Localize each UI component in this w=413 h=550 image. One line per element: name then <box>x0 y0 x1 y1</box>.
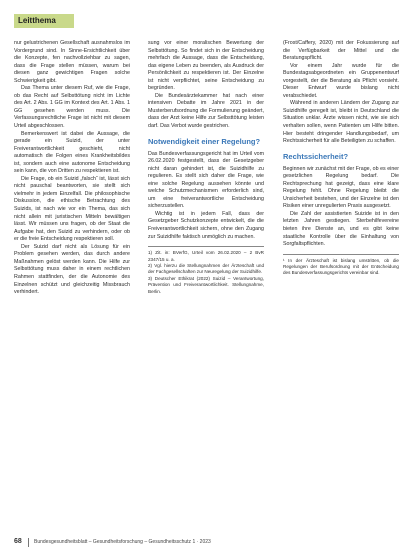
paragraph: Das Bundesverfassungsgericht hat im Urteil vom 26.02.2020 festgestellt, dass der Gesetzgeber nicht daran gehindert ist, die Suizidhilfe zu regulieren. Es stellt sich daher die Frage, wie eine solche Regelung aussehen könnte und welche Schutzmechanismen erforderlich sind, um eine freiverantwortliche Entscheidung sicherzustellen. <box>148 150 264 210</box>
page-footer <box>0 536 413 550</box>
footnotes <box>148 246 264 295</box>
paragraph: Bemerkenswert ist dabei die Aussage, die gerade ein Suizid, der unter Freiverantwortlichkeit geschieht, nicht automatisch die Folgen eines Krankheitsbildes ist, sondern auch eine autonome Entscheidung sein kann, die von Dritten zu respektieren ist. <box>14 130 130 175</box>
section-heading: Rechtssicherheit? <box>283 151 349 161</box>
journal-source: Bundesgesundheitsblatt – Gesundheitsforschung – Gesundheitsschutz 1 · 2023 <box>34 539 211 545</box>
paragraph: Das Thema unter diesem Ruf, wie die Frage, ob das Recht auf Selbsttötung nicht im Lichte des Art. 2 Abs. 1 GG im Kontext des Art. 1 Abs. 1 GG gesehen werden muss. Die Verfassungsrechtliche Frage ist nicht mit diesem Urteil abgeschlossen. <box>14 85 130 130</box>
text-column-1 <box>14 40 130 297</box>
paragraph: Beginnen wir zunächst mit der Frage, ob es einer gesetzlichen Regelung bedarf. Die Rechtsprechung hat gezeigt, dass eine klare Regelung fehlt. Ohne Regelung bleibt die Unsicherheit bestehen, und der Einzelne ist den Risiken einer unregulierten Praxis ausgesetzt. <box>283 165 399 210</box>
footnotes <box>283 254 399 277</box>
paragraph: Die Bundesärztekammer hat nach einer intensiven Debatte im Jahre 2021 in der Musterberufsordnung die Formulierung geändert, dass der Arzt keine Hilfe zur Selbsttötung leisten darf. Das Verbot wurde gestrichen. <box>148 92 264 130</box>
footnote: 1) Zit. in: BVerfG, Urteil vom 26.02.2020 – 2 BvR 2347/15 u. a. <box>148 250 264 262</box>
paragraph: Die Zahl der assistierten Suizide ist in den letzten Jahren gestiegen. Sterbehilfevereine bieten ihre Dienste an, und es gibt keine staatliche Kontrolle über die Einhaltung von Sorgfaltspflichten. <box>283 210 399 248</box>
header-bar <box>0 0 413 36</box>
paragraph: (Frost/Caffery, 2020) mit der Fokussierung auf die Verfügbarkeit der Mittel und die Beratungspflicht. <box>283 40 399 62</box>
paragraph: Der Suizid darf nicht als Lösung für ein Problem gesehen werden, das durch andere Maßnahmen gelöst werden kann. Die Hilfe zur Selbsttötung muss daher in einem rechtlichen Rahmen stattfinden, der die Autonomie des Einzelnen schützt und gleichzeitig Missbrauch verhindert. <box>14 243 130 296</box>
section-heading: Notwendigkeit einer Regelung? <box>148 136 261 146</box>
paragraph: Wichtig ist in jedem Fall, dass der Gesetzgeber Schutzkonzepte entwickelt, die die Freiverantwortlichkeit sichern, ohne den Zugang zur Suizidhilfe faktisch unmöglich zu machen. <box>148 210 264 240</box>
text-column-3 <box>283 40 399 277</box>
footnote: 3) Deutscher Ethikrat (2022) Suizid – Verantwortung, Prävention und Freiverantwortlichkeit. Stellungnahme, Berlin. <box>148 275 264 294</box>
paragraph: Während in anderen Ländern der Zugang zur Suizidhilfe geregelt ist, bleibt in Deutschland die Situation unklar. Ärzte wissen nicht, wie sie sich verhalten sollen, wenn Patienten um Hilfe bitten. Hier besteht dringender Handlungsbedarf, um Rechtssicherheit für alle Beteiligten zu schaffen. <box>283 100 399 145</box>
divider <box>28 538 29 547</box>
paragraph: nur gelustrichenen Gesellschaft ausnahmslos im Vordergrund sind. In Sinne-Ersichtlichkeit über die Konzepte, fen nachvollziehbar zu sagen, dass die Frage stellen müssen, warum bei diesen ganz gewichtigen Fragen solche Schwierigkeit gibt. <box>14 40 130 84</box>
page-number: 68 <box>14 538 22 545</box>
section-tag: Leitthema <box>14 14 74 28</box>
paragraph: Die Frage, ob ein Suizid „falsch“ ist, lässt sich nicht pauschal beantworten, sie stellt sich vielmehr in jedem Einzelfall. Die philosophische Diskussion, die ethische Betrachtung des Suizids, ist nach wie vor ein Thema, das sich nicht allein mit juristischen Mitteln bewältigen lässt. Wir müssen uns fragen, ob der Staat die Aufgabe hat, den Suizid zu verhindern, oder ob er die freie Entscheidung respektieren soll. <box>14 175 130 243</box>
text-column-2 <box>148 40 264 295</box>
footnote: ¹ In der Ärzteschaft ist bislang umstritten, ob die Regelungen der Berufsordnung mit der Entscheidung des Bundesverfassungsgerichts vereinbar sind. <box>283 257 399 276</box>
paragraph: Vor einem Jahr wurde für die Bundestagsabgeordneten ein Gruppenentwurf vorgestellt, der die Beratung als Pflicht vorsieht. Dieser Entwurf wurde bislang nicht verabschiedet. <box>283 62 399 99</box>
paragraph: sung vor einer moralischen Bewertung der Selbsttötung. So findet sich in der Entscheidung mehrfach die Aussage, dass die Entscheidung, das eigene Leben zu beenden, als Ausdruck der Persönlichkeit zu respektieren ist. Der Einzelne ist nicht verpflichtet, seine Entscheidung zu begründen. <box>148 40 264 92</box>
footnote: 2) Vgl. hierzu die Stellungnahmen der Ärzteschaft und der Fachgesellschaften zur Neuregelung der Suizidhilfe. <box>148 262 264 275</box>
